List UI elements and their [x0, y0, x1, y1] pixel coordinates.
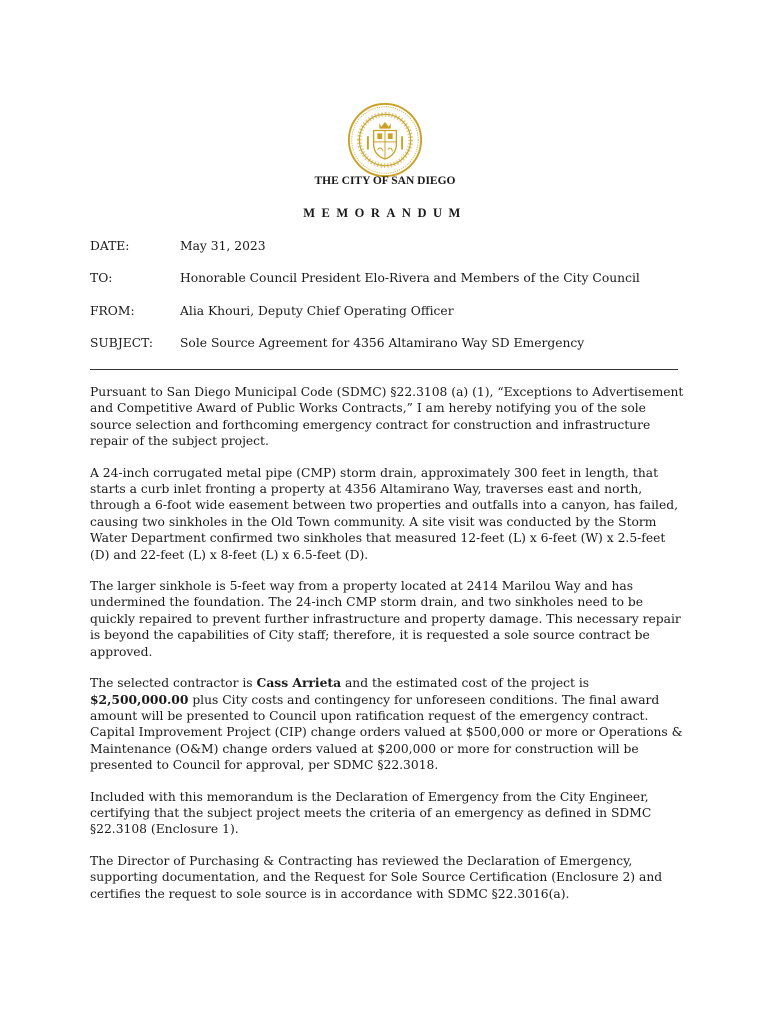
subject-label: SUBJECT:	[90, 336, 154, 350]
body-paragraph-3: The larger sinkhole is 5-feet way from a property located at 2414 Marilou Way and has undermined the foundation. The 24-inch CMP storm drain, and two sinkholes need to be quickly repaired to prevent further infrastructure and property damage. This necessary repair is beyond the capabilities of City staff; therefore, it is requested a sole source contract be approved.	[90, 579, 681, 659]
body-paragraph-2: A 24-inch corrugated metal pipe (CMP) storm drain, approximately 300 feet in length, that starts a curb inlet fronting a property at 4356 Altamirano Way, traverses east and north, through a 6-foot wide easement between two properties and outfalls into a canyon, has failed, causing two sinkholes in the Old Town community. A site visit was conducted by the Storm Water Department confirmed two sinkholes that measured 12-feet (L) x 6-feet (W) x 2.5-feet (D) and 22-feet (L) x 8-feet (L) x 6.5-feet (D).	[90, 465, 679, 562]
memorandum-title: MEMORANDUM	[303, 206, 467, 220]
date-label: DATE:	[90, 239, 130, 253]
from-label: FROM:	[90, 304, 135, 318]
header-divider	[90, 369, 678, 370]
to-value: Honorable Council President Elo-Rivera and Members of the City Council	[180, 271, 640, 285]
subject-value: Sole Source Agreement for 4356 Altamirano Way SD Emergency	[180, 336, 585, 350]
from-value: Alia Khouri, Deputy Chief Operating Officer	[180, 304, 454, 318]
paragraph-4-text-b: and the estimated cost of the project is	[341, 676, 590, 691]
estimated-cost: $2,500,000.00	[90, 691, 189, 707]
paragraph-4-text-a: The selected contractor is	[90, 676, 257, 691]
paragraph-4-text-c: plus City costs and contingency for unforeseen conditions. The final award amount will be presented to Council upon ratification request of the emergency contract. Capital Improvement Project (CIP) change orders valued at $500,000 or more or Operations & Maintenance (O&M) change orders valued at $200,000 or more for construction will be presented to Council for approval, per SDMC §22.3018.	[90, 692, 683, 773]
to-label: TO:	[90, 271, 113, 285]
city-seal-icon	[347, 102, 423, 178]
city-name-heading: THE CITY OF SAN DIEGO	[314, 175, 456, 187]
body-paragraph-6: The Director of Purchasing & Contracting has reviewed the Declaration of Emergency, supporting documentation, and the Request for Sole Source Certification (Enclosure 2) and certifies the request to sole source is in accordance with SDMC §22.3016(a).	[90, 853, 663, 901]
body-paragraph-1: Pursuant to San Diego Municipal Code (SDMC) §22.3108 (a) (1), “Exceptions to Advertisement and Competitive Award of Public Works Contracts,” I am hereby notifying you of the sole source selection and forthcoming emergency contract for construction and infrastructure repair of the subject project.	[90, 385, 684, 449]
memo-body	[90, 384, 685, 917]
date-value: May 31, 2023	[180, 239, 266, 253]
contractor-name: Cass Arrieta	[256, 675, 342, 691]
body-paragraph-5: Included with this memorandum is the Declaration of Emergency from the City Engineer, certifying that the subject project meets the criteria of an emergency as defined in SDMC §22.3108 (Enclosure 1).	[90, 789, 652, 837]
body-paragraph-4	[90, 675, 685, 773]
